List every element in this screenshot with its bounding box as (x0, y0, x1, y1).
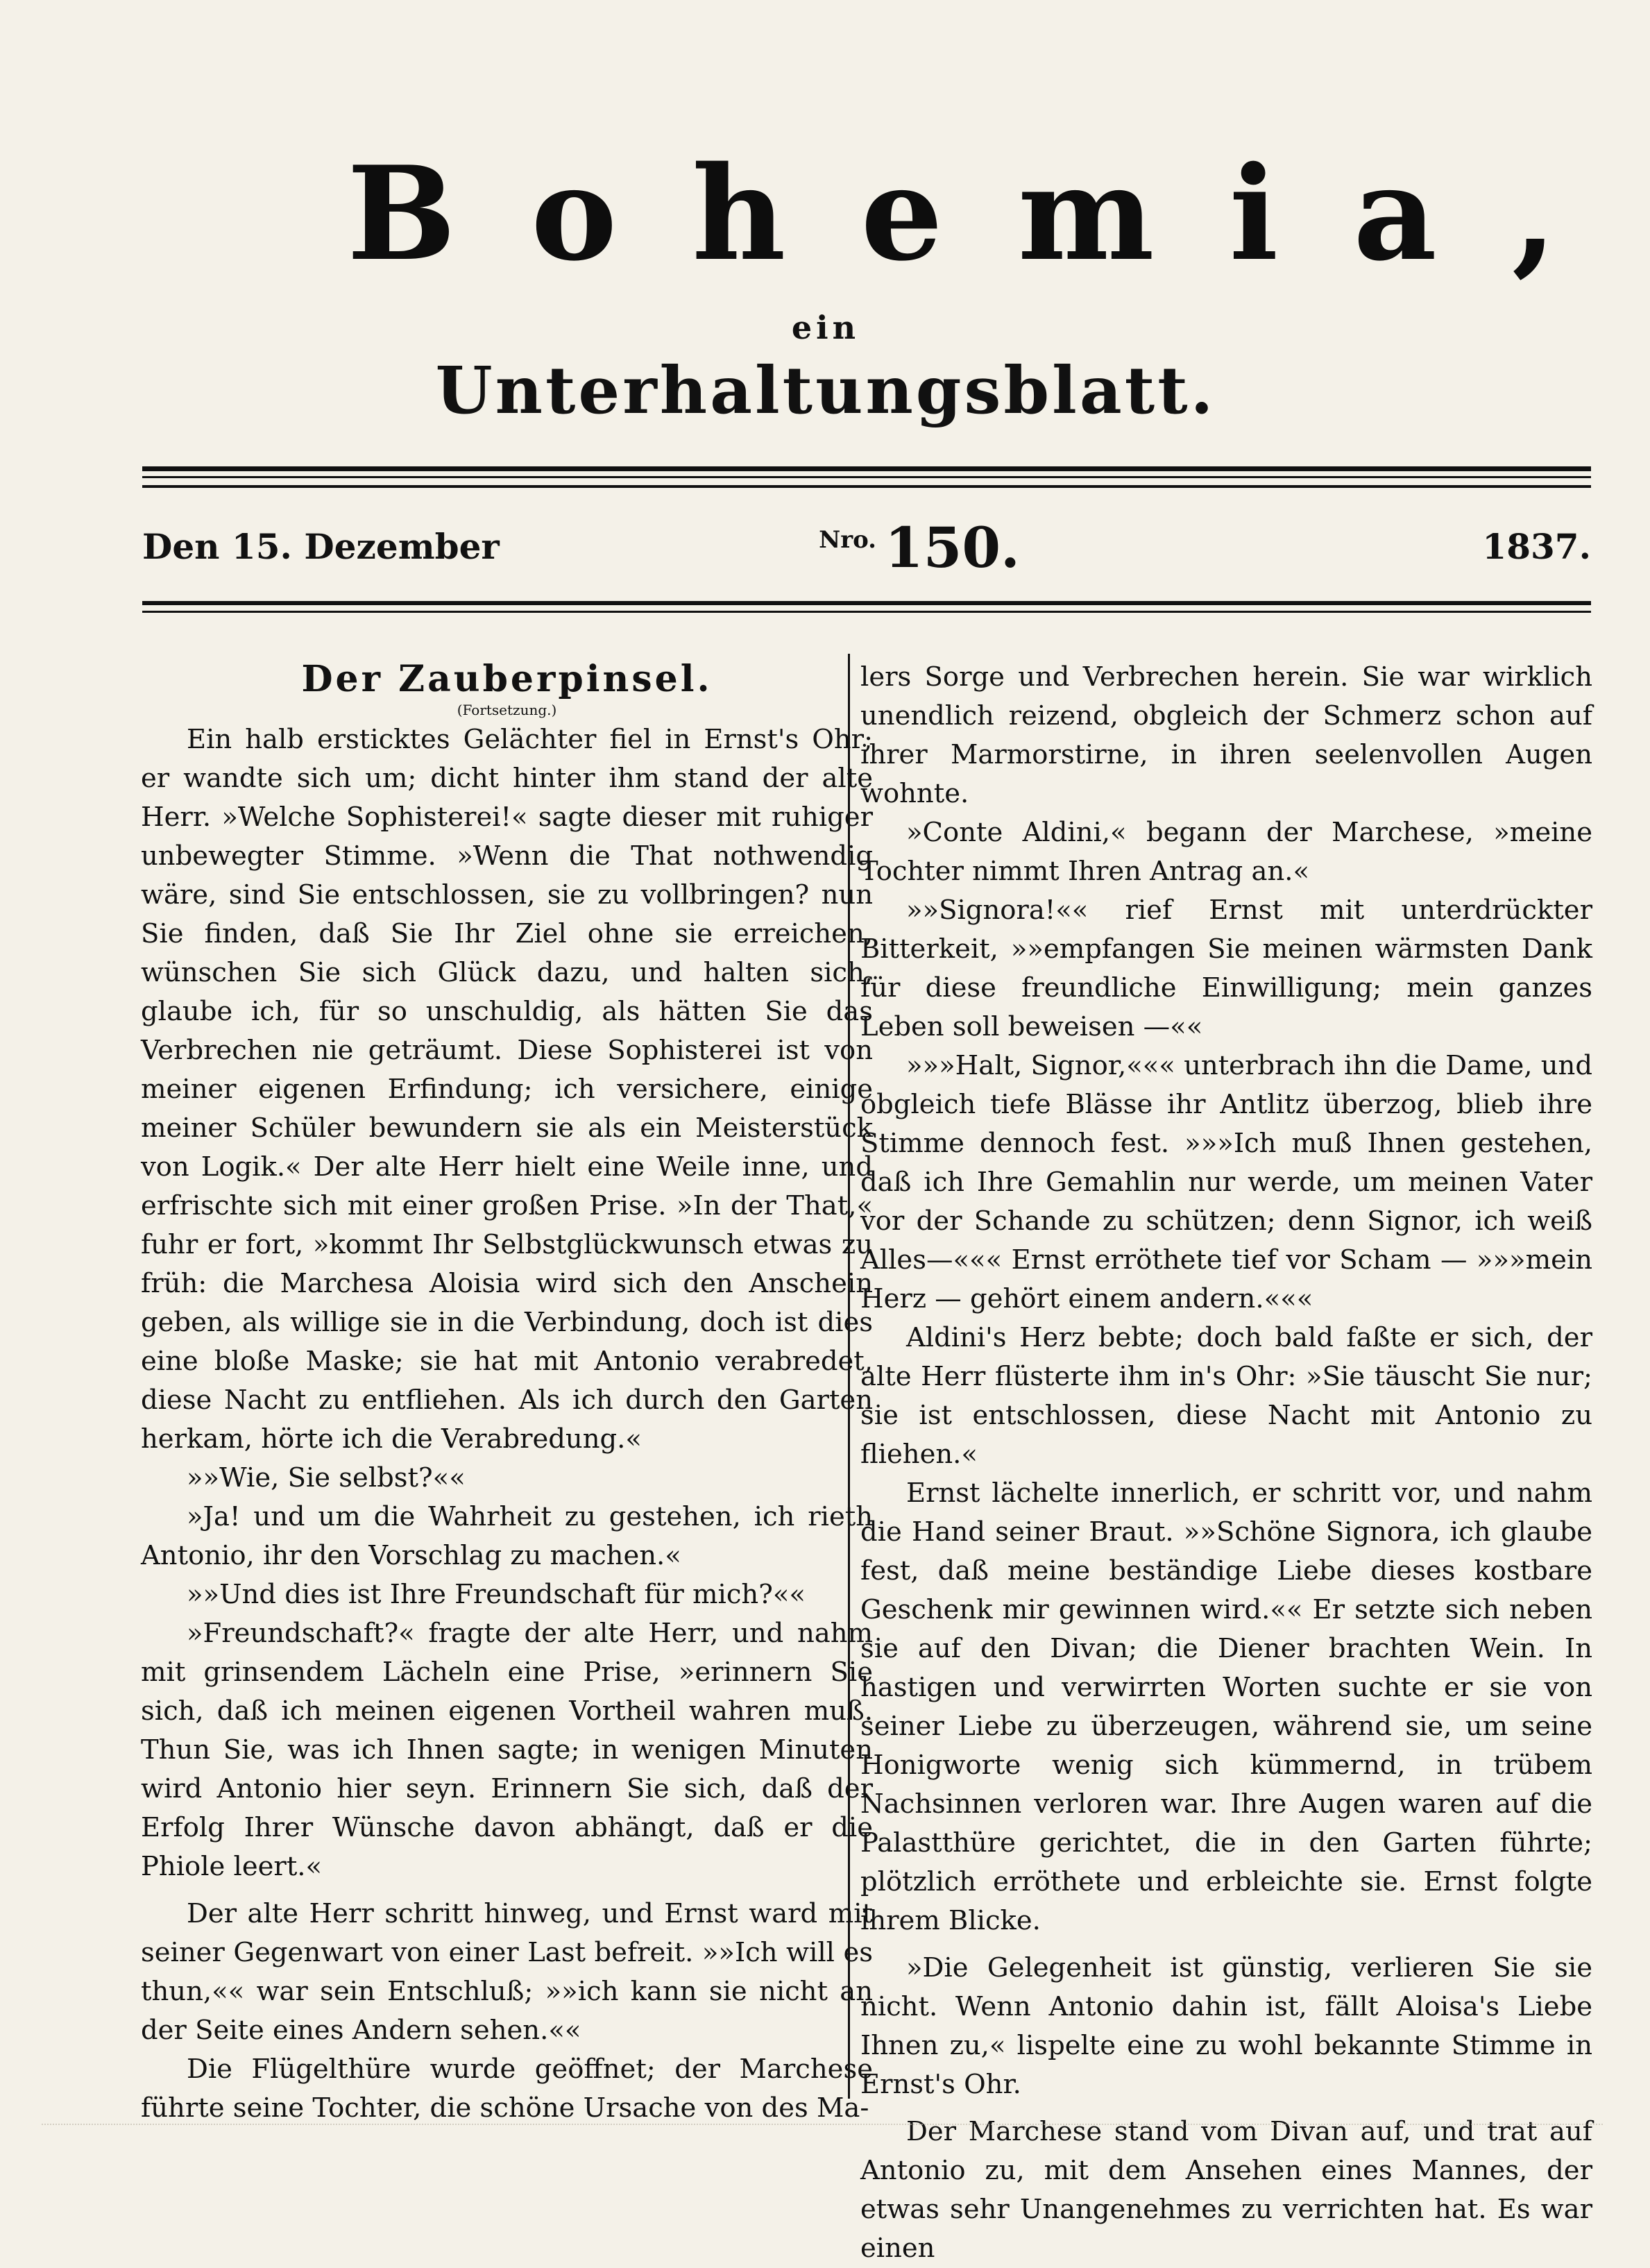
paragraph: Der alte Herr schritt hinweg, und Ernst ward mit seiner Gegenwart von einer Last befreit. »»Ich will es thun,«« war sein Entschluß; »»ich kann sie nicht an der Seite eines Andern sehen.«« (141, 1898, 873, 2046)
right-column (860, 658, 1592, 2268)
paragraph: »»Und dies ist Ihre Freundschaft für mich?«« (187, 1579, 806, 1610)
dateline-rule-thin (142, 611, 1591, 613)
paragraph: lers Sorge und Verbrechen herein. Sie war wirklich unendlich reizend, obgleich der Schmerz schon auf ihrer Marmorstirne, in ihren seelenvollen Augen wohnte. (860, 661, 1592, 809)
issue-number (725, 515, 1114, 580)
article-note: (Fortsetzung.) (457, 702, 557, 718)
masthead-rule-thin (142, 476, 1591, 478)
paragraph: Ernst lächelte innerlich, er schritt vor, und nahm die Hand seiner Braut. »»Schöne Signora, ich glaube fest, daß meine beständige Liebe dieses kostbare Geschenk mir gewinnen wird.«« Er setzte sich neben sie auf den Divan; die Diener brachten Wein. In hastigen und verwirrten Worten suchte er sie von seiner Liebe zu überzeugen, während sie, um seine Honigworte wenig sich kümmernd, in trübem Nachsinnen verloren war. Ihre Augen waren auf die Palastthüre gerichtet, die in den Garten führte; plötzlich erröthete und erbleichte sie. Ernst folgte ihrem Blicke. (860, 1478, 1592, 1936)
paragraph: Aldini's Herz bebte; doch bald faßte er sich, der alte Herr flüsterte ihm in's Ohr: »Sie täuscht Sie nur; sie ist entschlossen, diese Nacht mit Antonio zu fliehen.« (860, 1322, 1592, 1470)
paragraph: »»Wie, Sie selbst?«« (187, 1462, 466, 1493)
paragraph: »Freundschaft?« fragte der alte Herr, und nahm mit grinsendem Lächeln eine Prise, »erinnern Sie sich, daß ich meinen eigenen Vortheil wahren muß. Thun Sie, was ich Ihnen sagte; in wenigen Minuten wird Antonio hier seyn. Erinnern Sie sich, daß der Erfolg Ihrer Wünsche davon abhängt, daß er die Phiole leert.« (141, 1618, 873, 1882)
masthead-rule-thick (142, 466, 1591, 471)
paragraph: Ein halb ersticktes Gelächter fiel in Ernst's Ohr; er wandte sich um; dicht hinter ihm stand der alte Herr. »Welche Sophisterei!« sagte dieser mit ruhiger unbewegter Stimme. »Wenn die That nothwendig wäre, sind Sie entschlossen, sie zu vollbringen? nun Sie finden, daß Sie Ihr Ziel ohne sie erreichen, wünschen Sie sich Glück dazu, und halten sich, glaube ich, für so unschuldig, als hätten Sie das Verbrechen nie geträumt. Diese Sophisterei ist von meiner eigenen Erfindung; ich versichere, einige meiner Schüler bewundern sie als ein Meisterstück von Logik.« Der alte Herr hielt eine Weile inne, und erfrischte sich mit einer großen Prise. »In der That,« fuhr er fort, »kommt Ihr Selbstglückwunsch etwas zu früh: die Marchesa Aloisia wird sich den Anschein geben, als willige sie in die Verbindung, doch ist dies eine bloße Maske; sie hat mit Antonio verabredet, diese Nacht zu entfliehen. Als ich durch den Garten herkam, hörte ich die Verabredung.« (141, 724, 873, 1455)
issue-number-value: 150. (885, 515, 1020, 580)
paragraph: »»»Halt, Signor,««« unterbrach ihn die Dame, und obgleich tiefe Blässe ihr Antlitz überzog, blieb ihre Stimme dennoch fest. »»»Ich muß Ihnen gestehen, daß ich Ihre Gemahlin nur werde, um meinen Vater vor der Schande zu schützen; denn Signor, ich weiß Alles—««« Ernst erröthete tief vor Scham — »»»mein Herz — gehört einem andern.««« (860, 1050, 1592, 1314)
dateline-rule-thick (142, 601, 1591, 605)
dateline (142, 515, 1591, 580)
paragraph: »Ja! und um die Wahrheit zu gestehen, ich rieth Antonio, ihr den Vorschlag zu machen.« (141, 1501, 873, 1571)
left-column (141, 658, 873, 2128)
masthead-article: ein (791, 309, 860, 346)
masthead-title: Bohemia, (347, 137, 1632, 289)
paragraph: »Die Gelegenheit ist günstig, verlieren Sie sie nicht. Wenn Antonio dahin ist, fällt Aloisa's Liebe Ihnen zu,« lispelte eine zu wohl bekannte Stimme in Ernst's Ohr. (860, 1952, 1592, 2100)
issue-number-prefix: Nro. (819, 526, 877, 555)
masthead-subtitle: Unterhaltungsblatt. (435, 353, 1216, 429)
issue-date: Den 15. Dezember (142, 526, 500, 567)
paragraph: »Conte Aldini,« begann der Marchese, »meine Tochter nimmt Ihren Antrag an.« (860, 817, 1592, 887)
page-edge-specks (42, 2110, 1603, 2125)
paragraph: Die Flügelthüre wurde geöffnet; der Marchese führte seine Tochter, die schöne Ursache von des Ma- (141, 2054, 873, 2124)
paragraph: Der Marchese stand vom Divan auf, und trat auf Antonio zu, mit dem Ansehen eines Mannes, der etwas sehr Unangenehmes zu verrichten hat. Es war einen (860, 2116, 1592, 2264)
paragraph: »»Signora!«« rief Ernst mit unterdrückter Bitterkeit, »»empfangen Sie meinen wärmsten Dank für diese freundliche Einwilligung; mein ganzes Leben soll beweisen —«« (860, 895, 1592, 1042)
masthead-rule-dashed (142, 485, 1591, 488)
article-title: Der Zauberpinsel. (301, 658, 713, 700)
issue-year: 1837. (1482, 526, 1591, 567)
